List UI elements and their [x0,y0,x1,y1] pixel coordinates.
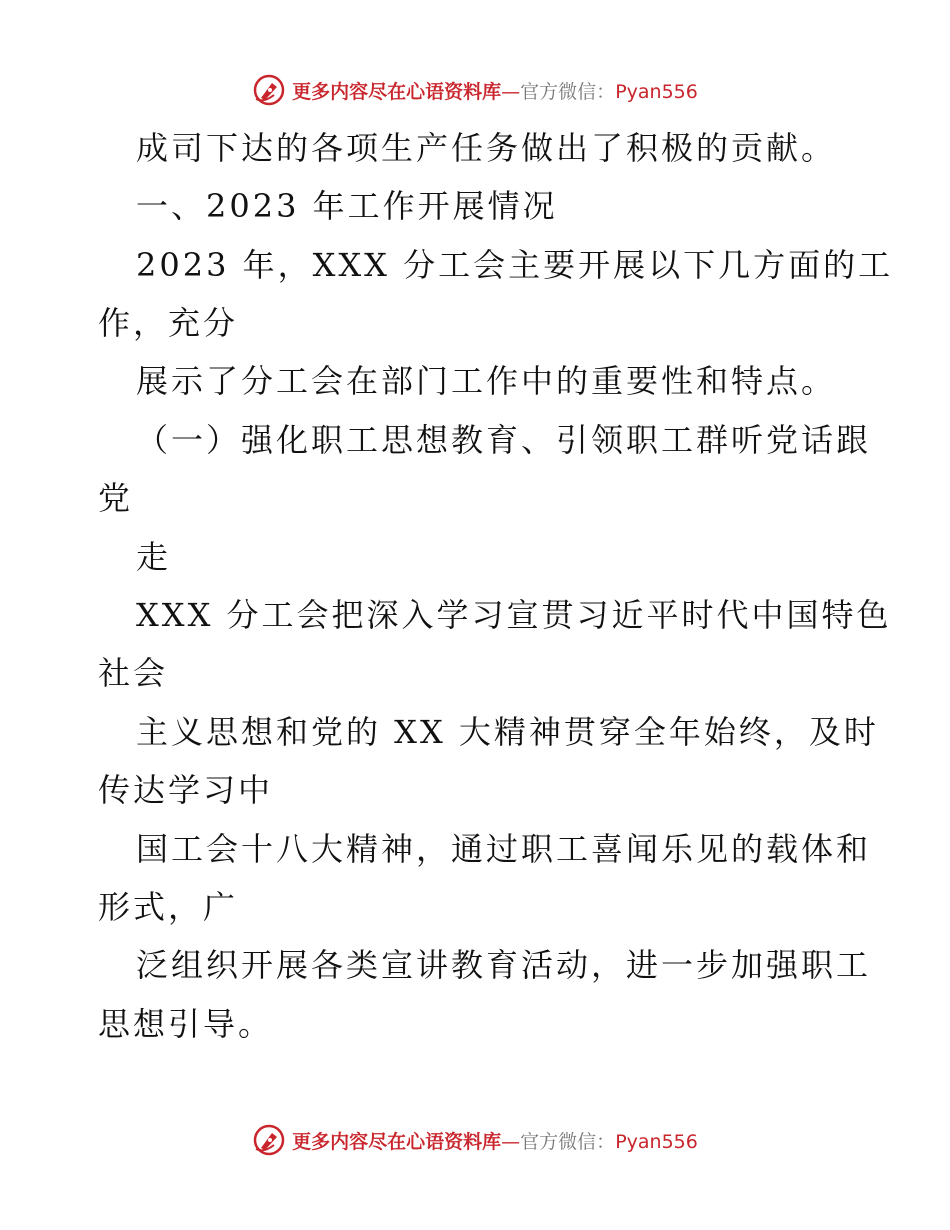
watermark-contact-id: Pyan556 [615,80,698,103]
paragraph-line: XXX 分工会把深入学习宣贯习近平时代中国特色 [136,596,892,634]
pen-nib-logo-icon [252,1123,286,1157]
paragraph-line: 形式，广 [98,888,239,926]
watermark-brand: 更多内容尽在心语资料库 [292,1130,502,1153]
watermark-brand: 更多内容尽在心语资料库 [292,80,502,103]
paragraph-line: 主义思想和党的 XX 大精神贯穿全年始终，及时 [136,713,879,751]
paragraph-line: 2023 年，XXX 分工会主要开展以下几方面的工 [136,246,894,284]
watermark-contact-id: Pyan556 [615,1130,698,1153]
footer-watermark [0,1120,950,1160]
paragraph-line: 社会 [98,654,169,692]
paragraph-line: 思想引导。 [98,1005,274,1043]
paragraph-line: 传达学习中 [98,771,274,809]
paragraph-line: 成司下达的各项生产任务做出了积极的贡献。 [136,129,837,167]
watermark-dash: — [501,1130,521,1153]
section-heading: 一、2023 年工作开展情况 [136,187,558,225]
subsection-heading-cont: 党 [98,479,134,517]
watermark-contact-label: 官方微信： [520,80,616,103]
paragraph-line: 作，充分 [98,304,239,342]
watermark-contact-label: 官方微信： [520,1130,616,1153]
subsection-heading: （一）强化职工思想教育、引领职工群听党话跟 [136,421,872,459]
paragraph-line: 泛组织开展各类宣讲教育活动，进一步加强职工 [136,946,872,984]
paragraph-line: 展示了分工会在部门工作中的重要性和特点。 [136,362,837,400]
paragraph-line: 国工会十八大精神，通过职工喜闻乐见的载体和 [136,830,872,868]
watermark-dash: — [501,80,521,103]
subsection-heading-cont: 走 [136,538,172,576]
watermark-text [292,1127,698,1154]
